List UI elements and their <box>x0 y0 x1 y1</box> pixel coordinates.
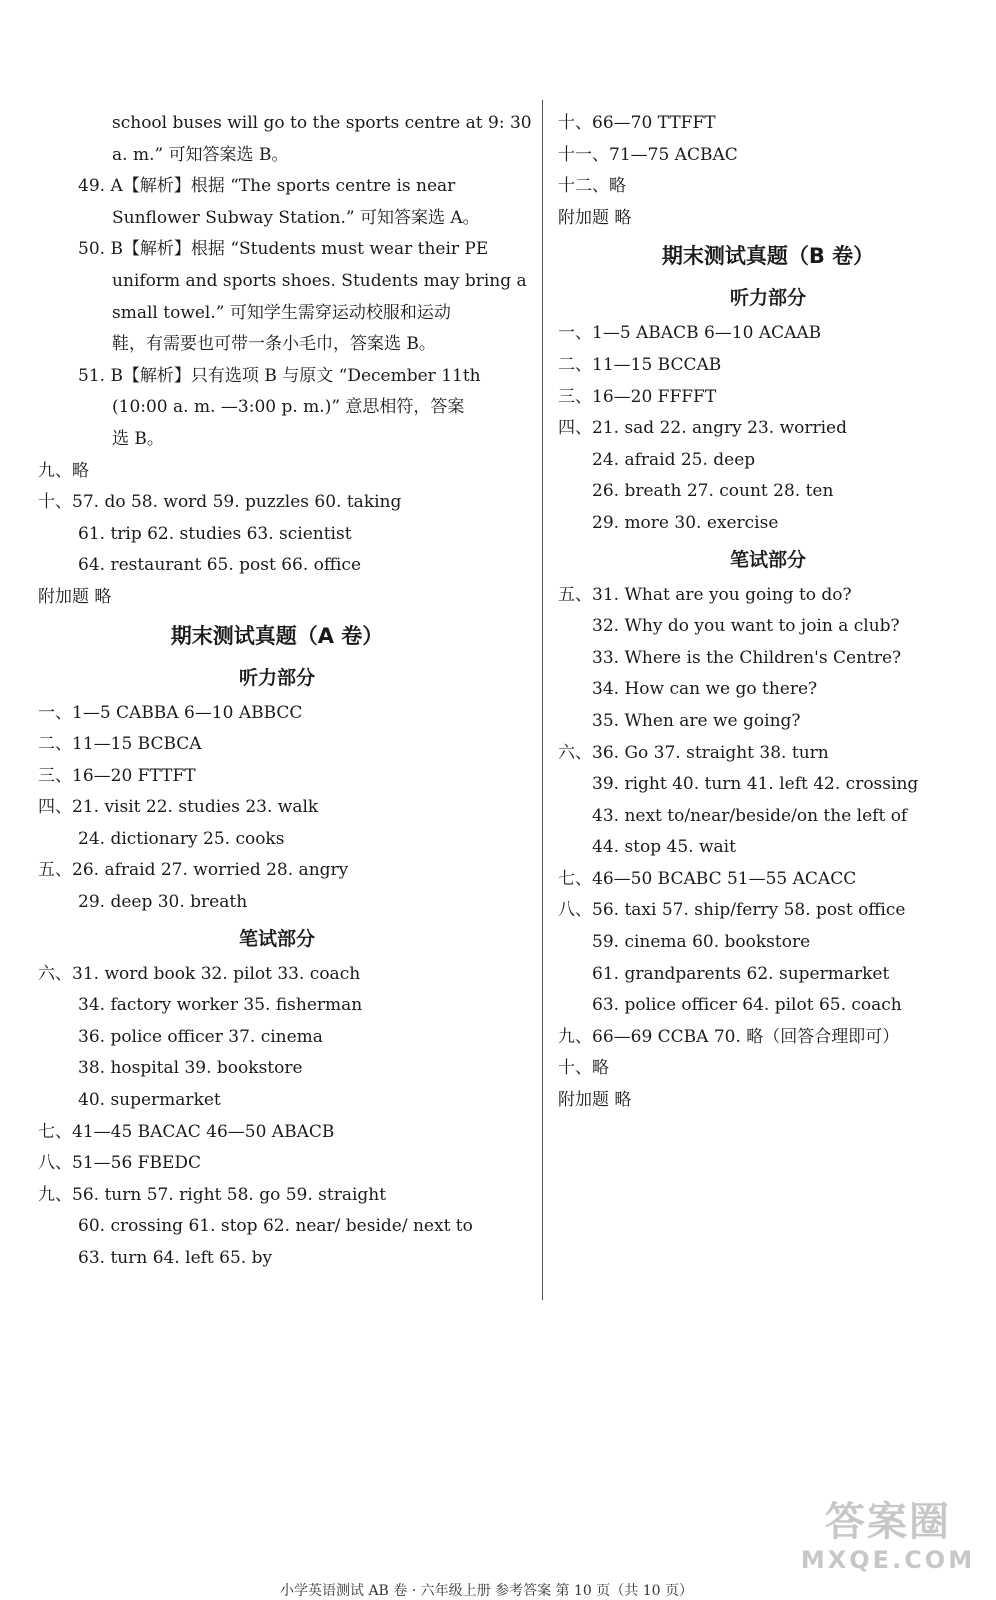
answer-line: 七、41—45 BACAC 46—50 ABACB <box>38 1121 335 1142</box>
listening-section-title: 听力部分 <box>238 666 315 689</box>
answer-line: 32. Why do you want to join a club? <box>592 616 900 637</box>
writing-section-title: 笔试部分 <box>729 548 806 571</box>
answer-line: 三、16—20 FFFFT <box>558 386 717 407</box>
right-column <box>558 108 978 1117</box>
answer-line: (10:00 a. m. —3:00 p. m.)” 意思相符，答案 <box>112 397 465 418</box>
answer-line: 八、56. taxi 57. ship/ferry 58. post office <box>558 900 906 921</box>
answer-line: small towel.” 可知学生需穿运动校服和运动 <box>112 302 451 323</box>
answer-line: 九、56. turn 57. right 58. go 59. straight <box>38 1184 387 1205</box>
page-footer: 小学英语测试 AB 卷 · 六年级上册 参考答案 第 10 页（共 10 页） <box>280 1583 693 1599</box>
answer-line: 33. Where is the Children's Centre? <box>592 647 902 668</box>
answer-line: 六、36. Go 37. straight 38. turn <box>558 742 829 763</box>
answer-line: 34. factory worker 35. fisherman <box>78 995 363 1016</box>
answer-line: 十一、71—75 ACBAC <box>558 144 738 165</box>
answer-line: 64. restaurant 65. post 66. office <box>78 555 361 576</box>
answer-line: uniform and sports shoes. Students may bring a <box>112 270 527 291</box>
left-column <box>38 108 532 1275</box>
answer-line: 选 B。 <box>112 428 164 449</box>
watermark-logo <box>798 1498 978 1578</box>
answer-line: 63. turn 64. left 65. by <box>78 1248 273 1268</box>
answer-line: 26. breath 27. count 28. ten <box>592 481 834 502</box>
answer-line: 二、11—15 BCCAB <box>558 354 722 375</box>
answer-line: 一、1—5 ABACB 6—10 ACAAB <box>558 323 822 344</box>
watermark-bottom: MXQE.COM <box>800 1546 976 1574</box>
column-divider <box>542 100 543 1300</box>
answer-line: 61. trip 62. studies 63. scientist <box>78 523 352 544</box>
listening-section-title: 听力部分 <box>729 287 806 310</box>
answer-line: 附加题 略 <box>558 1090 632 1111</box>
answer-line: 44. stop 45. wait <box>592 837 736 858</box>
answer-line: 七、46—50 BCABC 51—55 ACACC <box>558 868 857 889</box>
answer-line: 24. dictionary 25. cooks <box>78 828 285 849</box>
answer-line: 附加题 略 <box>558 207 632 228</box>
answer-line: 十二、略 <box>558 176 626 197</box>
answer-line: 六、31. word book 32. pilot 33. coach <box>38 963 361 984</box>
answer-line: 51. B【解析】只有选项 B 与原文 “December 11th <box>78 365 481 386</box>
answer-line: 九、略 <box>38 460 89 481</box>
answer-line: 五、26. afraid 27. worried 28. angry <box>38 860 349 881</box>
answer-line: a. m.” 可知答案选 B。 <box>112 144 289 165</box>
answer-line: 24. afraid 25. deep <box>592 449 756 470</box>
answer-line: Sunflower Subway Station.” 可知答案选 A。 <box>112 207 480 228</box>
answer-line: 29. more 30. exercise <box>592 512 779 533</box>
answer-line: school buses will go to the sports centre at 9: 30 <box>112 113 532 133</box>
answer-line: 五、31. What are you going to do? <box>558 584 852 605</box>
answer-line: 60. crossing 61. stop 62. near/ beside/ next to <box>78 1216 473 1237</box>
answer-line: 附加题 略 <box>38 586 112 607</box>
answer-line: 34. How can we go there? <box>592 679 818 700</box>
answer-line: 29. deep 30. breath <box>78 892 248 913</box>
answer-line: 50. B【解析】根据 “Students must wear their PE <box>78 239 489 260</box>
answer-line: 39. right 40. turn 41. left 42. crossing <box>592 774 919 795</box>
answer-line: 63. police officer 64. pilot 65. coach <box>592 995 902 1016</box>
answer-line: 九、66—69 CCBA 70. 略（回答合理即可） <box>558 1026 900 1047</box>
answer-line: 40. supermarket <box>78 1090 221 1111</box>
answer-line: 61. grandparents 62. supermarket <box>592 963 890 984</box>
answer-line: 三、16—20 FTTFT <box>38 765 196 786</box>
answer-line: 十、略 <box>558 1058 609 1079</box>
answer-line: 59. cinema 60. bookstore <box>592 932 811 953</box>
answer-line: 四、21. visit 22. studies 23. walk <box>38 797 319 818</box>
answer-line: 一、1—5 CABBA 6—10 ABBCC <box>38 702 303 723</box>
answer-line: 38. hospital 39. bookstore <box>78 1058 303 1079</box>
answer-line: 十、66—70 TTFFT <box>558 113 716 133</box>
answer-line: 鞋，有需要也可带一条小毛巾，答案选 B。 <box>112 334 436 355</box>
writing-section-title: 笔试部分 <box>238 927 315 950</box>
answer-line: 二、11—15 BCBCA <box>38 734 202 755</box>
watermark-top: 答案圈 <box>825 1499 951 1545</box>
answer-line: 八、51—56 FBEDC <box>38 1153 202 1174</box>
exam-title-a: 期末测试真题（A 卷） <box>170 623 384 648</box>
answer-line: 36. police officer 37. cinema <box>78 1026 323 1047</box>
exam-title-b: 期末测试真题（B 卷） <box>661 244 875 269</box>
answer-line: 四、21. sad 22. angry 23. worried <box>558 418 847 439</box>
answer-line: 35. When are we going? <box>592 710 801 731</box>
answer-line: 43. next to/near/beside/on the left of <box>592 805 908 826</box>
answer-line: 十、57. do 58. word 59. puzzles 60. taking <box>38 492 402 513</box>
answer-line: 49. A【解析】根据 “The sports centre is near <box>78 176 456 197</box>
